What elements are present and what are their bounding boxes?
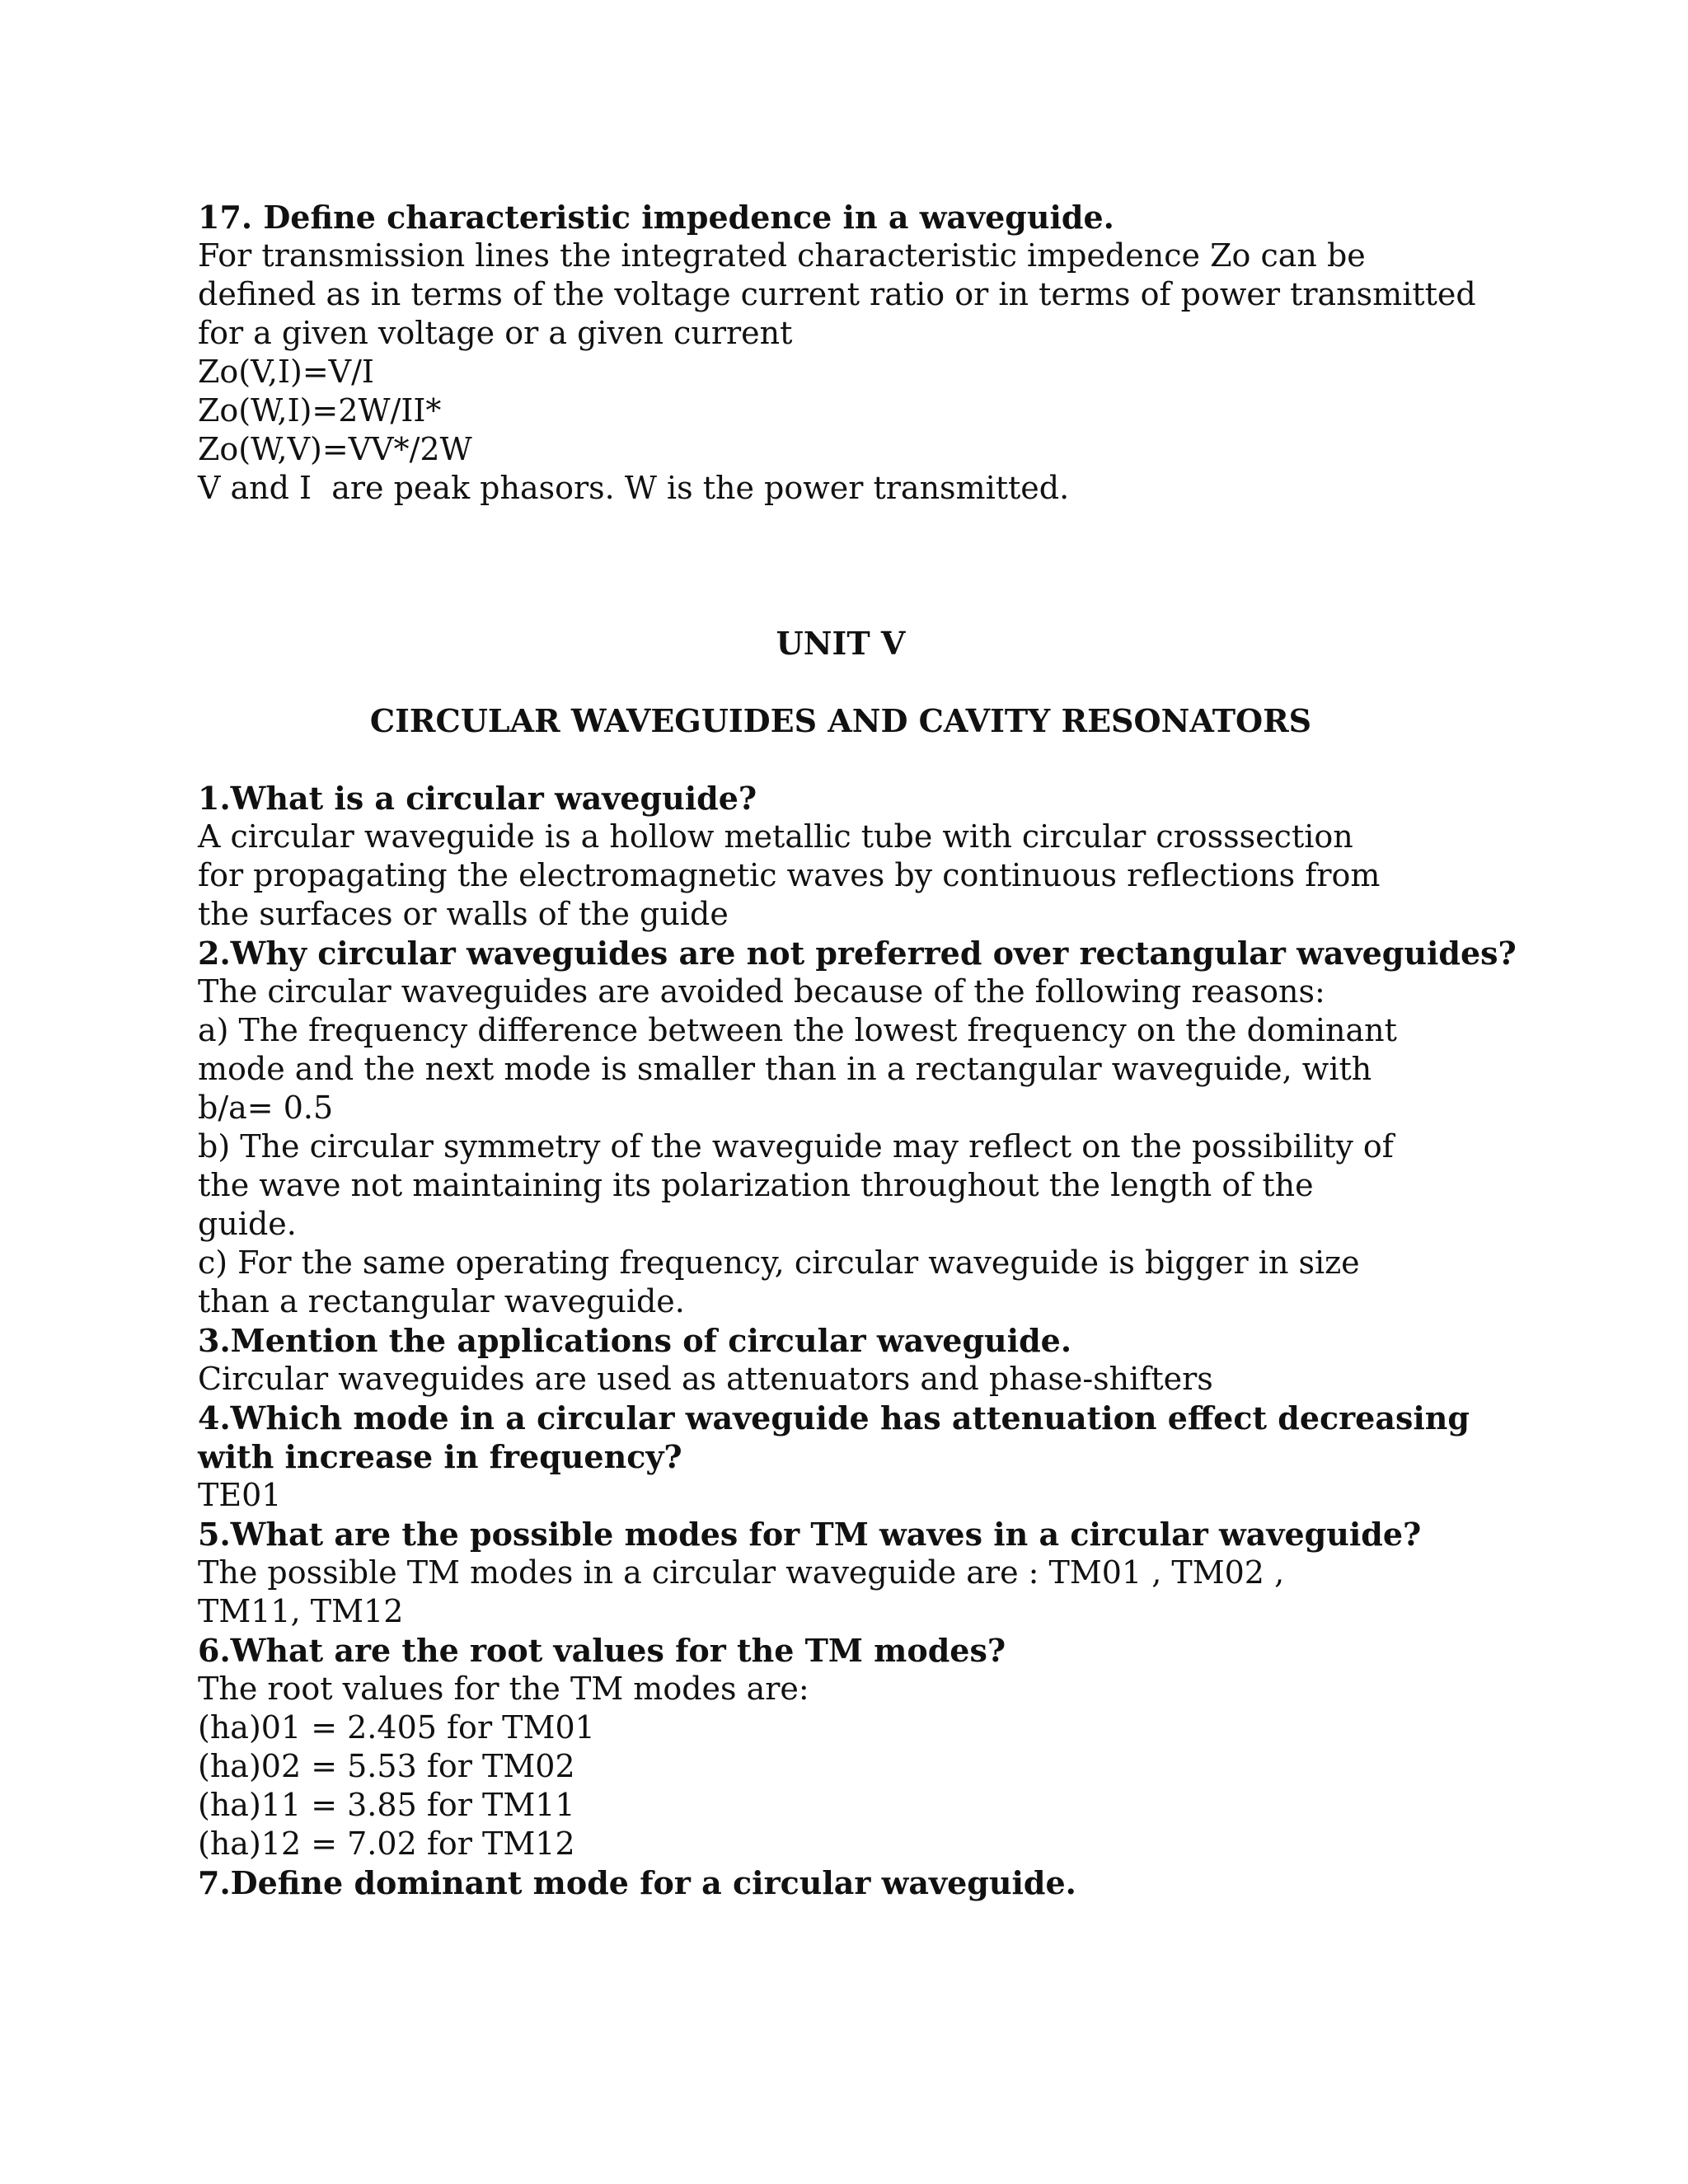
answer-line: For transmission lines the integrated characteristic impedence Zo can be <box>198 237 1366 274</box>
answer-line: the wave not maintaining its polarization throughout the length of the <box>198 1167 1314 1203</box>
answer-line: guide. <box>198 1206 297 1242</box>
root-value-line: (ha)11 = 3.85 for TM11 <box>198 1787 575 1823</box>
question-2-block <box>198 934 1517 1321</box>
root-value-line: (ha)12 = 7.02 for TM12 <box>198 1825 575 1862</box>
answer-line: b) The circular symmetry of the waveguide may reflect on the possibility of <box>198 1128 1394 1165</box>
answer-line: TE01 <box>198 1477 282 1513</box>
question-heading: 3.Mention the applications of circular waveguide. <box>198 1322 1072 1359</box>
formula-line: Zo(W,V)=VV*/2W <box>198 431 472 467</box>
answer-line: The possible TM modes in a circular waveguide are : TM01 , TM02 , <box>198 1554 1285 1591</box>
unit-subtitle: CIRCULAR WAVEGUIDES AND CAVITY RESONATORS <box>369 702 1312 739</box>
question-1-block <box>198 779 1500 934</box>
formula-line: Zo(V,I)=V/I <box>198 354 374 390</box>
question-heading: 4.Which mode in a circular waveguide has attenuation effect decreasing <box>198 1399 1470 1436</box>
answer-line: than a rectangular waveguide. <box>198 1283 685 1319</box>
answer-line: Circular waveguides are used as attenuators and phase-shifters <box>198 1361 1213 1397</box>
answer-line: c) For the same operating frequency, circular waveguide is bigger in size <box>198 1244 1360 1281</box>
question-6-block <box>198 1631 1500 1863</box>
unit-title: UNIT V <box>776 625 906 662</box>
question-heading: 2.Why circular waveguides are not preferred over rectangular waveguides? <box>198 935 1517 972</box>
answer-line: the surfaces or walls of the guide <box>198 896 729 932</box>
document-page <box>198 198 1517 1902</box>
root-value-line: (ha)02 = 5.53 for TM02 <box>198 1748 575 1784</box>
answer-line: The circular waveguides are avoided because of the following reasons: <box>198 973 1325 1010</box>
answer-line: TM11, TM12 <box>198 1593 404 1629</box>
question-5-block <box>198 1515 1500 1631</box>
answer-line: for a given voltage or a given current <box>198 315 793 351</box>
section-spacer <box>198 508 1500 624</box>
question-4-block <box>198 1399 1500 1515</box>
formula-line: Zo(W,I)=2W/II* <box>198 392 442 429</box>
question-17-block <box>198 198 1500 508</box>
question-list <box>198 779 1517 1902</box>
answer-line: defined as in terms of the voltage current ratio or in terms of power transmitted <box>198 276 1476 312</box>
section-spacer <box>198 740 1500 779</box>
answer-line: The root values for the TM modes are: <box>198 1671 809 1707</box>
question-heading: 6.What are the root values for the TM modes? <box>198 1632 1006 1669</box>
question-17-heading: 17. Define characteristic impedence in a waveguide. <box>198 199 1114 236</box>
question-heading: 7.Define dominant mode for a circular waveguide. <box>198 1864 1076 1901</box>
answer-line: V and I are peak phasors. W is the power transmitted. <box>198 470 1070 506</box>
root-value-line: (ha)01 = 2.405 for TM01 <box>198 1709 595 1746</box>
unit-header <box>198 624 1484 740</box>
question-heading: 5.What are the possible modes for TM waves in a circular waveguide? <box>198 1516 1422 1553</box>
question-heading: with increase in frequency? <box>198 1438 682 1475</box>
answer-line: a) The frequency difference between the lowest frequency on the dominant <box>198 1012 1397 1048</box>
question-7-block <box>198 1863 1500 1902</box>
answer-line: b/a= 0.5 <box>198 1090 334 1126</box>
answer-line: mode and the next mode is smaller than in a rectangular waveguide, with <box>198 1051 1372 1087</box>
question-heading: 1.What is a circular waveguide? <box>198 780 757 817</box>
question-3-block <box>198 1321 1500 1399</box>
answer-line: A circular waveguide is a hollow metallic tube with circular crosssection <box>198 818 1353 855</box>
answer-line: for propagating the electromagnetic waves by continuous reflections from <box>198 857 1381 893</box>
